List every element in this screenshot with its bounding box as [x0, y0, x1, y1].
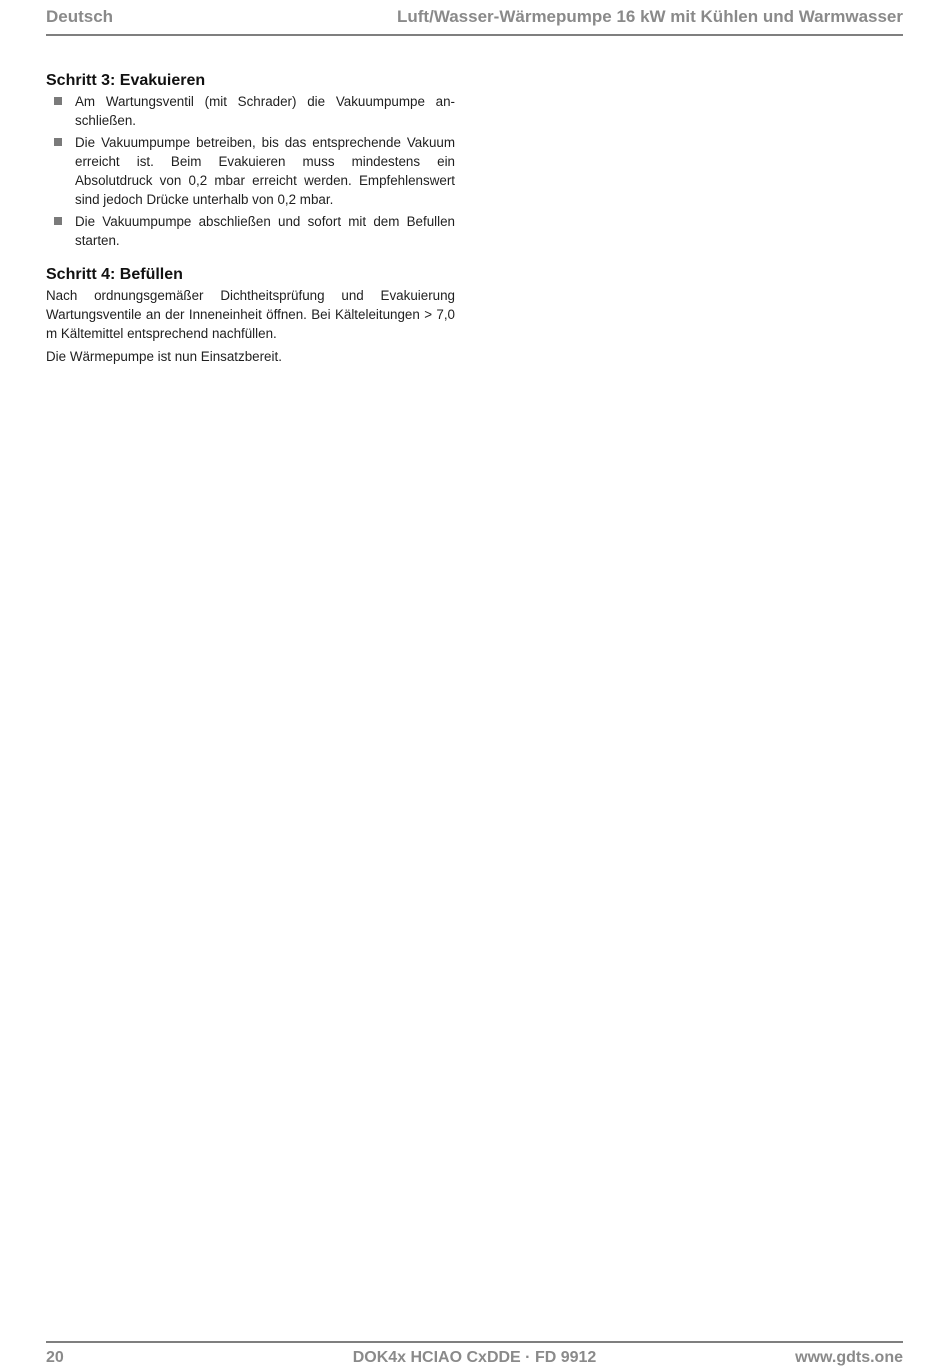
- document-id: DOK4x HCIAO CxDDE · FD 9912: [352, 1349, 597, 1366]
- step4-paragraph: Die Wärmepumpe ist nun Einsatzbereit.: [46, 349, 282, 364]
- page-footer: [46, 1341, 903, 1371]
- page-header: [46, 0, 903, 36]
- step3-heading: Schritt 3: Evakuieren: [46, 72, 206, 89]
- list-item: [46, 212, 455, 250]
- list-item-text: Die Vakuumpumpe abschließen und sofort mit dem Befullen starten.: [75, 214, 455, 248]
- list-item-text: Am Wartungsventil (mit Schrader) die Vakuumpumpe anschließen.: [75, 94, 455, 128]
- header-language: Deutsch: [46, 7, 114, 26]
- square-bullet-icon: [54, 138, 62, 146]
- page-number: 20: [46, 1349, 64, 1366]
- step4-paragraph: Nach ordnungsgemäßer Dichtheitsprüfung und Evakuierung Wartungsventile an der Inneneinheit öffnen. Bei Kälteleitungen > 7,0 m Kältemittel entsprechend nachfüllen.: [46, 288, 455, 341]
- step4-heading: Schritt 4: Befüllen: [46, 266, 183, 283]
- list-item-text: Die Vakuumpumpe betreiben, bis das entsprechende Vakuum erreicht ist. Beim Evakuieren muss mindestens ein Absolutdruck von 0,2 mbar erreicht werden. Empfehlenswert sind jedoch Drücke unterhalb von 0,2 mbar.: [75, 135, 455, 207]
- step3-list: [46, 92, 455, 250]
- website-link[interactable]: www.gdts.one: [795, 1349, 903, 1366]
- list-item: [46, 92, 455, 130]
- main-content: [46, 72, 455, 370]
- square-bullet-icon: [54, 97, 62, 105]
- header-title: Luft/Wasser-Wärmepumpe 16 kW mit Kühlen und Warmwasser: [397, 7, 903, 26]
- list-item: [46, 133, 455, 209]
- square-bullet-icon: [54, 217, 62, 225]
